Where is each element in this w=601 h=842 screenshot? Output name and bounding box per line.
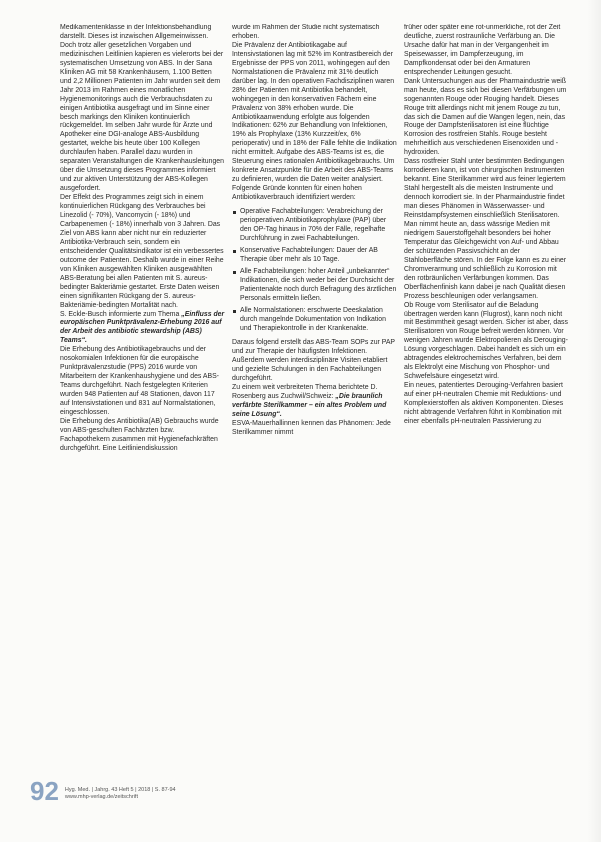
list-item: Alle Fachabteilungen: hoher Anteil „unbekannter“ Indikationen, die sich weder bei der Durchsicht der Patientenakte noch durch Befragung des ärztlichen Personals ermitteln ließen. [232,268,397,304]
talk-title: „Einfluss der europäischen Punktprävalenz-Erhebung 2016 auf der Arbeit des antibiotic stewardship (ABS) Teams“. [60,310,225,345]
list-item: Operative Fachabteilungen: Verabreichung der perioperativen Antibiotikaprophylaxe (PAP) über den OP-Tag hinaus in 70% der Fälle, regelhafte Durchführung in zwei Fachabteilungen. [232,208,397,244]
journal-reference [65,787,176,803]
bullet-list [232,208,397,333]
paragraph: Daraus folgend erstellt das ABS-Team SOPs zur PAP und zur Therapie der häufigsten Infektionen. Außerdem werden interdisziplinäre Visiten etabliert und gezielte Schulungen in den Fachabteilungen durchgeführt. [232,339,395,383]
scan-shadow [587,0,601,842]
paragraph-lead: Zu einem weit verbreiteten Thema berichtete D. Rosenberg aus Zuchwil/Schweiz: [232,384,378,401]
paragraph: Dank Untersuchungen aus der Pharmaindustrie weiß man heute, dass es sich bei diesen Verfärbungen um sogenannten Rouge oder Rouging handelt. Dieses Rouge tritt allerdings nicht mit jenem Rouge zu tun, das sich die Damen auf die Wangen legen, nein, das Rouge der Dampfsterilisatoren ist eine flüchtige Korrosion des rostfreien Stahls. Rouge besteht mehrheitlich aus verschiedenen Eisenoxiden und -hydroxiden. [404,77,567,157]
page-footer [30,776,176,806]
paragraph: früher oder später eine rot-unmerkliche, rot der Zeit deutliche, zuerst rostraunliche Verfärbung an. Die Ursache dafür hat man in der Vergangenheit im Speisewasser, im Dampferzeugung, im Dampfkondensat oder bei den Armaturen entsprechender Leitungen gesucht. [404,24,561,76]
text-column-middle [232,24,397,820]
list-item: Konservative Fachabteilungen: Dauer der AB Therapie über mehr als 10 Tage. [232,247,397,265]
paragraph: Der Effekt des Programmes zeigt sich in einem kontinuierlichen Rückgang des Verbrauches bei Linezolid (- 70%), Vancomycin (- 18%) und Carbapenemen (- 18%) innerhalb von 3 Jahren. Das Ziel von ABS kann aber nicht nur ein reduzierter Antibiotika-Verbrauch sein, sondern ein entscheidender Qualitätsindikator ist ein verbessertes outcome der Patienten. Deshalb wurde in einer Reihe von Kliniken ausgewählten Kliniken ausgewählten ABS-Beratung bei allen Patienten mit S. aureus-bedingter Bakteriämie gestartet. Erste Daten weisen einen signifikanten Rückgang der S. aureus-Bakteriämie-bedingten Mortalität nach. [60,194,224,309]
list-item: Alle Normalstationen: erschwerte Deeskalation durch mangelnde Dokumentation von Indikation und Therapiekontrolle in der Krankenakte. [232,307,397,334]
paragraph [232,384,397,420]
talk-title: „Die braunlich verfärbte Sterilkammer – ein altes Problem und seine Lösung“. [232,393,387,419]
paragraph: Die Prävalenz der Antibiotikagabe auf Intensivstationen lag mit 52% im Kontrastbereich der Ergebnisse der PPS von 2011, wohingegen auf den Normalstationen die Prävalenz mit 31% deutlich darüber lag. In den operativen Fachdisziplinen waren 28% der Patienten mit Antibiotika behandelt, wohingegen in den konservativen Fächern eine Prävalenz von 38% erhoben wurde. Die Antibiotikaanwendung erfolgte aus folgenden Indikationen: 62% zur Behandlung von Infektionen, 19% als Prophylaxe (13% Kurzzeit/ex, 6% perioperativ) und in 18% der Fälle fehlte die Indikation nicht ermittelt. Aufgabe des ABS-Teams ist es, die Steuerung eines rationalen Antibiotikagebrauchs. Um konkrete Ansatzpunkte für die Arbeit des ABS-Teams zu definieren, wurden die Daten weiter analysiert. Folgende Gründe konnten für einen hohen Antibiotikaverbrauch identifiziert werden: [232,41,397,202]
paragraph: Die Erhebung des Antibiotika(AB) Gebrauchs wurde von ABS-geschulten Fachärzten bzw. Fachapothekern zusammen mit Hygienefachkräften durchgeführt. Eine Leitliniendiskussion [60,417,219,452]
text-column-left [60,24,225,820]
paragraph: Die Erhebung des Antibiotikagebrauchs und der nosokomialen Infektionen für die europäische Punktprävalenzstudie (PPS) 2016 wurde von Mitarbeitern der Krankenhaushygiene und des ABS-Teams durchgeführt. Nach festgelegten Kriterien wurden 948 Patienten auf 48 Stationen, davon 117 auf Intensivstationen und 831 auf Normalstationen, eingeschlossen. [60,346,219,416]
journal-url: www.mhp-verlag.de/zeitschrift [64,794,138,800]
journal-citation: Hyg. Med. | Jahrg. 43 Heft 5 | 2018 | S. 87-94 [64,787,176,793]
paragraph [60,311,225,347]
paragraph: wurde im Rahmen der Studie nicht systematisch erhoben. [232,24,380,40]
paragraph: Ob Rouge vom Sterilisator auf die Beladung übertragen werden kann (Flugrost), kann noch nicht mit Bestimmtheit gesagt werden. Sicher ist aber, dass Sterilisatoren von Rouge befreit werden können. Vor wenigen Jahren wurde Elektropolieren als Derouging-Lösung vorgeschlagen. Dabei handelt es sich um ein abtragendes elektrochemisches Verfahren, bei dem als Elektrolyt eine Mischung von Phosphor- und Schwefelsäure eingesetzt wird. [404,301,568,381]
paragraph: Dass rostfreier Stahl unter bestimmten Bedingungen korrodieren kann, ist von chirurgischen Instrumenten bekannt. Eine Sterilkammer wird aus feiner legiertem Stahl hergestellt als die meisten Instrumente und dennoch korrodiert sie. In der Pharmaindustrie findet man dieses Phänomen in Wässerwasser- und Reinstdampfsystemen einschließlich Sterilisatoren. Man nimmt heute an, dass wässrige Medien mit niedrigem Sauerstoffgehalt besonders bei hoher Temperatur das Gleichgewicht von Auf- und Abbau der schützenden Passivschicht an der Stahloberfläche stören. In der Folge kann es zu einer Chromverarmung und schließlich zu Korrosion mit den rotbräunlichen Verfärbungen kommen. Das Oberflächenfinish kann dabei je nach Qualität diesen Prozess beschleunigen oder verlangsamen. [404,158,567,300]
text-column-right [404,24,569,820]
paragraph: ESVA-Mauerhallinnen kennen das Phänomen: Jede Sterilkammer nimmt [232,420,391,436]
paragraph: Ein neues, patentiertes Derouging-Verfahren basiert auf einer pH-neutralen Chemie mit Reduktions- und Komplexierstoffen als aktiven Komponenten. Dieses nicht abtragende Verfahren führt in Kombination mit einer ebenfalls pH-neutralen Passivierung zu [404,382,564,425]
paragraph: Medikamentenklasse in der Infektionsbehandlung darstellt. Dieses ist inzwischen Allgemeinwissen. [60,24,212,40]
paragraph-lead: S. Eckle-Busch informierte zum Thema [60,310,180,318]
page-number: 92 [30,776,59,806]
paragraph: Doch trotz aller gesetzlichen Vorgaben und medizinischen Leitlinien kapieren es vielerorts bei der systematischen Umsetzung von ABS. In der Sana Kliniken AG mit 58 Krankenhäusern, 1.100 Betten und 2,2 Millionen Patienten im Jahr wurden seit dem Jahr 2013 im Rahmen eines monatlichen Hygienemonitorings auch die Verbrauchsdaten zu einigen Antibiotika ausgefragt und im Sinne einer besch markings den Kliniken kontinuierlich rückgemeldet. Im selben Jahr wurde für Ärzte und Apotheker eine DGI-analoge ABS-Ausbildung gestartet, welche bis heute über 100 Kollegen durchlaufen haben. Parallel dazu wurden in separaten Veranstaltungen die Krankenhausleitungen über die Umsetzung dieses Programmes informiert und zur aktiven Unterstützung der ABS-Kollegen ausgefordert. [60,41,224,193]
